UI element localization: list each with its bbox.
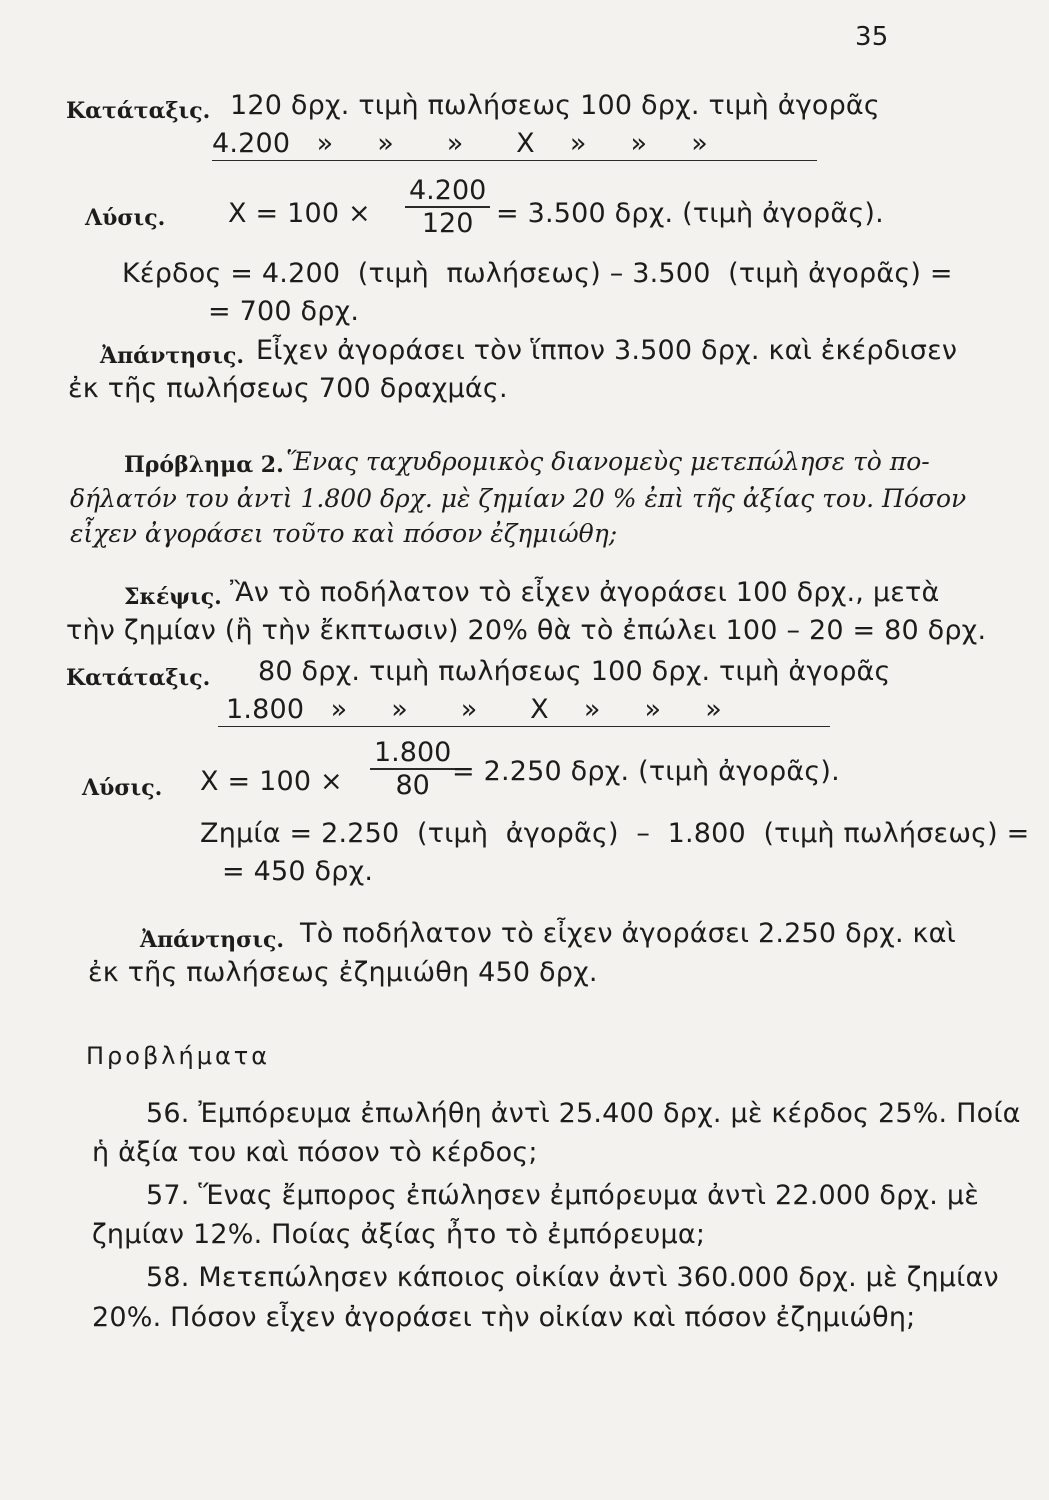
skepsis-line1: Ἂν τὸ ποδήλατον τὸ εἶχεν ἀγοράσει 100 δρχ., μετὰ	[230, 577, 940, 608]
lysis-lhs-2: X = 100 ×	[200, 766, 343, 797]
problem2-line3: εἶχεν ἀγοράσει τοῦτο καὶ πόσον ἐζημιώθη;	[70, 519, 618, 548]
problem2-line1: Ἕνας ταχυδρομικὸς διανομεὺς μετεπώλησε τὸ πο-	[286, 447, 930, 476]
answer-line2-1: ἐκ τῆς πωλήσεως 700 δραχμάς.	[68, 373, 508, 404]
lysis-rhs-2: = 2.250 δρχ. (τιμὴ ἀγορᾶς).	[452, 756, 840, 787]
fraction-denominator-1: 120	[421, 208, 474, 239]
answer-label-1: Ἀπάντησις.	[100, 343, 245, 369]
fraction-numerator-1: 4.200	[409, 175, 487, 206]
problem2-line2: δήλατόν του ἀντὶ 1.800 δρχ. μὲ ζημίαν 20 % ἐπὶ τῆς ἀξίας του. Πόσον	[70, 484, 967, 513]
katataxis-row1-2: 80 δρχ. τιμὴ πωλήσεως 100 δρχ. τιμὴ ἀγορᾶς	[258, 656, 891, 687]
lysis-fraction-2	[370, 738, 455, 802]
skepsis-line2: τὴν ζημίαν (ἢ τὴν ἔκπτωσιν) 20% θὰ τὸ ἐπώλει 100 – 20 = 80 δρχ.	[66, 615, 987, 646]
answer-line2-2: ἐκ τῆς πωλήσεως ἐζημιώθη 450 δρχ.	[88, 957, 598, 988]
exercise-56-line2: ἡ ἀξία του καὶ πόσον τὸ κέρδος;	[92, 1137, 538, 1168]
page-number: 35	[855, 22, 889, 52]
fraction-denominator-2: 80	[395, 770, 430, 801]
katataxis-label-2: Κατάταξις.	[66, 665, 211, 691]
katataxis-rule-2	[218, 726, 830, 727]
zimia-line2: = 450 δρχ.	[222, 856, 374, 887]
fraction-numerator-2: 1.800	[374, 737, 452, 768]
zimia-line1: Ζημία = 2.250 (τιμὴ ἀγορᾶς) – 1.800 (τιμὴ πωλήσεως) =	[200, 818, 1030, 849]
exercise-58-line1: 58. Μετεπώλησεν κάποιος οἰκίαν ἀντὶ 360.000 δρχ. μὲ ζημίαν	[146, 1262, 999, 1293]
kerdos-line2: = 700 δρχ.	[208, 296, 360, 327]
answer-label-2: Ἀπάντησις.	[140, 927, 285, 953]
exercise-57-line1: 57. Ἕνας ἔμπορος ἐπώλησεν ἐμπόρευμα ἀντὶ 22.000 δρχ. μὲ	[146, 1180, 979, 1211]
lysis-fraction-1	[405, 176, 490, 240]
answer-line1-2: Τὸ ποδήλατον τὸ εἶχεν ἀγοράσει 2.250 δρχ. καὶ	[300, 918, 956, 949]
exercise-57-line2: ζημίαν 12%. Ποίας ἀξίας ἦτο τὸ ἐμπόρευμα;	[92, 1219, 706, 1250]
katataxis-row2-2: 1.800 » » » X » » »	[226, 694, 722, 725]
exercise-56-line1: 56. Ἐμπόρευμα ἐπωλήθη ἀντὶ 25.400 δρχ. μὲ κέρδος 25%. Ποία	[146, 1098, 1021, 1129]
exercises-heading: Προβλήματα	[86, 1042, 271, 1070]
exercise-58-line2: 20%. Πόσον εἶχεν ἀγοράσει τὴν οἰκίαν καὶ πόσον ἐζημιώθη;	[92, 1302, 916, 1333]
problem2-label: Πρόβλημα 2.	[124, 452, 284, 478]
kerdos-line1: Κέρδος = 4.200 (τιμὴ πωλήσεως) – 3.500 (τιμὴ ἀγορᾶς) =	[122, 258, 953, 289]
lysis-label-2: Λύσις.	[82, 775, 163, 801]
katataxis-row2-1: 4.200 » » » X » » »	[212, 128, 708, 159]
answer-line1-1: Εἶχεν ἀγοράσει τὸν ἵππον 3.500 δρχ. καὶ ἐκέρδισεν	[256, 335, 958, 366]
lysis-label-1: Λύσις.	[85, 205, 166, 231]
katataxis-row1-1: 120 δρχ. τιμὴ πωλήσεως 100 δρχ. τιμὴ ἀγορᾶς	[230, 90, 880, 121]
katataxis-label-1: Κατάταξις.	[66, 98, 211, 124]
lysis-rhs-1: = 3.500 δρχ. (τιμὴ ἀγορᾶς).	[496, 198, 884, 229]
katataxis-rule-1	[212, 160, 817, 161]
lysis-lhs-1: X = 100 ×	[228, 198, 371, 229]
skepsis-label: Σκέψις.	[124, 584, 222, 610]
